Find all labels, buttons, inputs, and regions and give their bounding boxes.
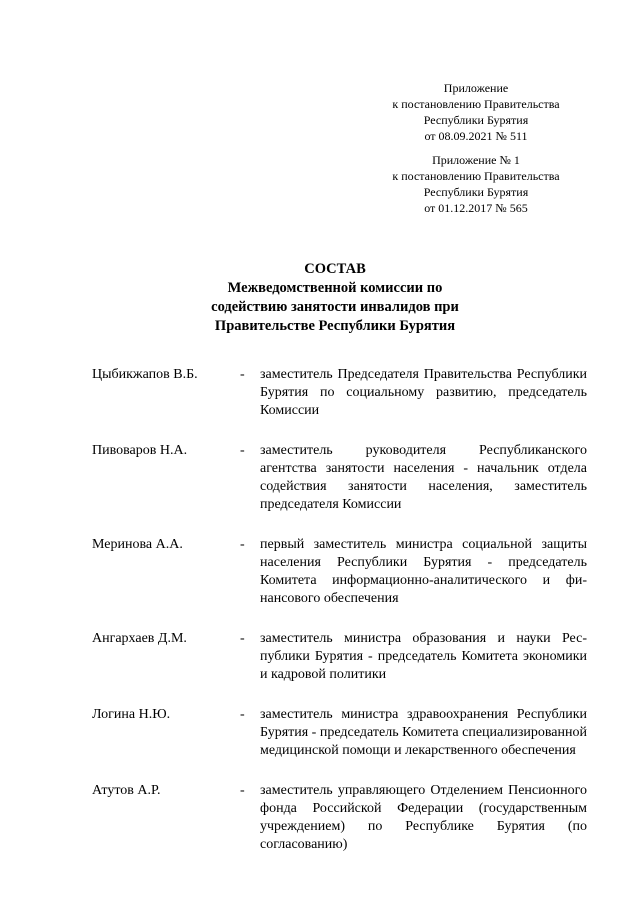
member-dash: -: [240, 367, 245, 382]
appendix-line: от 01.12.2017 № 565: [424, 201, 528, 215]
member-name: Меринова А.А.: [92, 537, 183, 552]
member-name: Логина Н.Ю.: [92, 707, 171, 722]
title-line: содействию занятости инвалидов при: [211, 299, 459, 315]
member-name: Ангархаев Д.М.: [92, 631, 187, 646]
appendix-line: Приложение: [443, 81, 509, 95]
appendix-current: [370, 80, 582, 144]
title-line: Правительстве Республики Бурятия: [214, 318, 456, 334]
members-list: [92, 366, 587, 854]
member-dash: -: [240, 443, 245, 458]
member-row: [92, 706, 587, 760]
member-role: заместитель управляющего Отделением Пенсионного фонда Российской Федерации (государственным учреждением) по Республике Бурятия (по согласованию): [260, 783, 587, 852]
appendix-original: [370, 152, 582, 216]
member-dash: -: [240, 783, 245, 798]
appendix-line: от 08.09.2021 № 511: [424, 129, 528, 143]
member-name: Атутов А.Р.: [92, 783, 161, 798]
document-title: [150, 260, 520, 336]
appendix-line: Приложение № 1: [432, 153, 520, 167]
title-line: Межведомственной комиссии по: [227, 280, 443, 296]
appendix-line: Республики Бурятия: [423, 113, 529, 127]
member-role: заместитель Председателя Правительства Республики Бурятия по социальному развитию, председатель Комиссии: [260, 367, 587, 418]
member-role: первый заместитель министра социальной защиты населения Республики Бурятия - председатель Комитета информационно-аналитического и финансового обеспечения: [260, 537, 587, 606]
member-row: [92, 630, 587, 684]
title-heading: СОСТАВ: [304, 261, 366, 277]
member-name: Пивоваров Н.А.: [92, 443, 188, 458]
appendix-line: к постановлению Правительства: [392, 169, 560, 183]
member-row: [92, 366, 587, 420]
member-row: [92, 782, 587, 854]
member-dash: -: [240, 707, 245, 722]
member-role: заместитель руководителя Республиканского агентства занятости населения - начальник отдела содействия занятости населения, заместитель председателя Комиссии: [260, 443, 587, 512]
member-row: [92, 536, 587, 608]
member-row: [92, 442, 587, 514]
appendix-line: Республики Бурятия: [423, 185, 529, 199]
member-dash: -: [240, 537, 245, 552]
member-role: заместитель министра здравоохранения Республики Бурятия - председатель Комитета специализированной медицинской помощи и лекарственного обеспечения: [260, 707, 587, 758]
member-dash: -: [240, 631, 245, 646]
member-name: Цыбикжапов В.Б.: [92, 367, 198, 382]
appendix-line: к постановлению Правительства: [392, 97, 560, 111]
member-role: заместитель министра образования и науки Республики Бурятия - председатель Комитета экономики и кадровой политики: [260, 631, 587, 682]
